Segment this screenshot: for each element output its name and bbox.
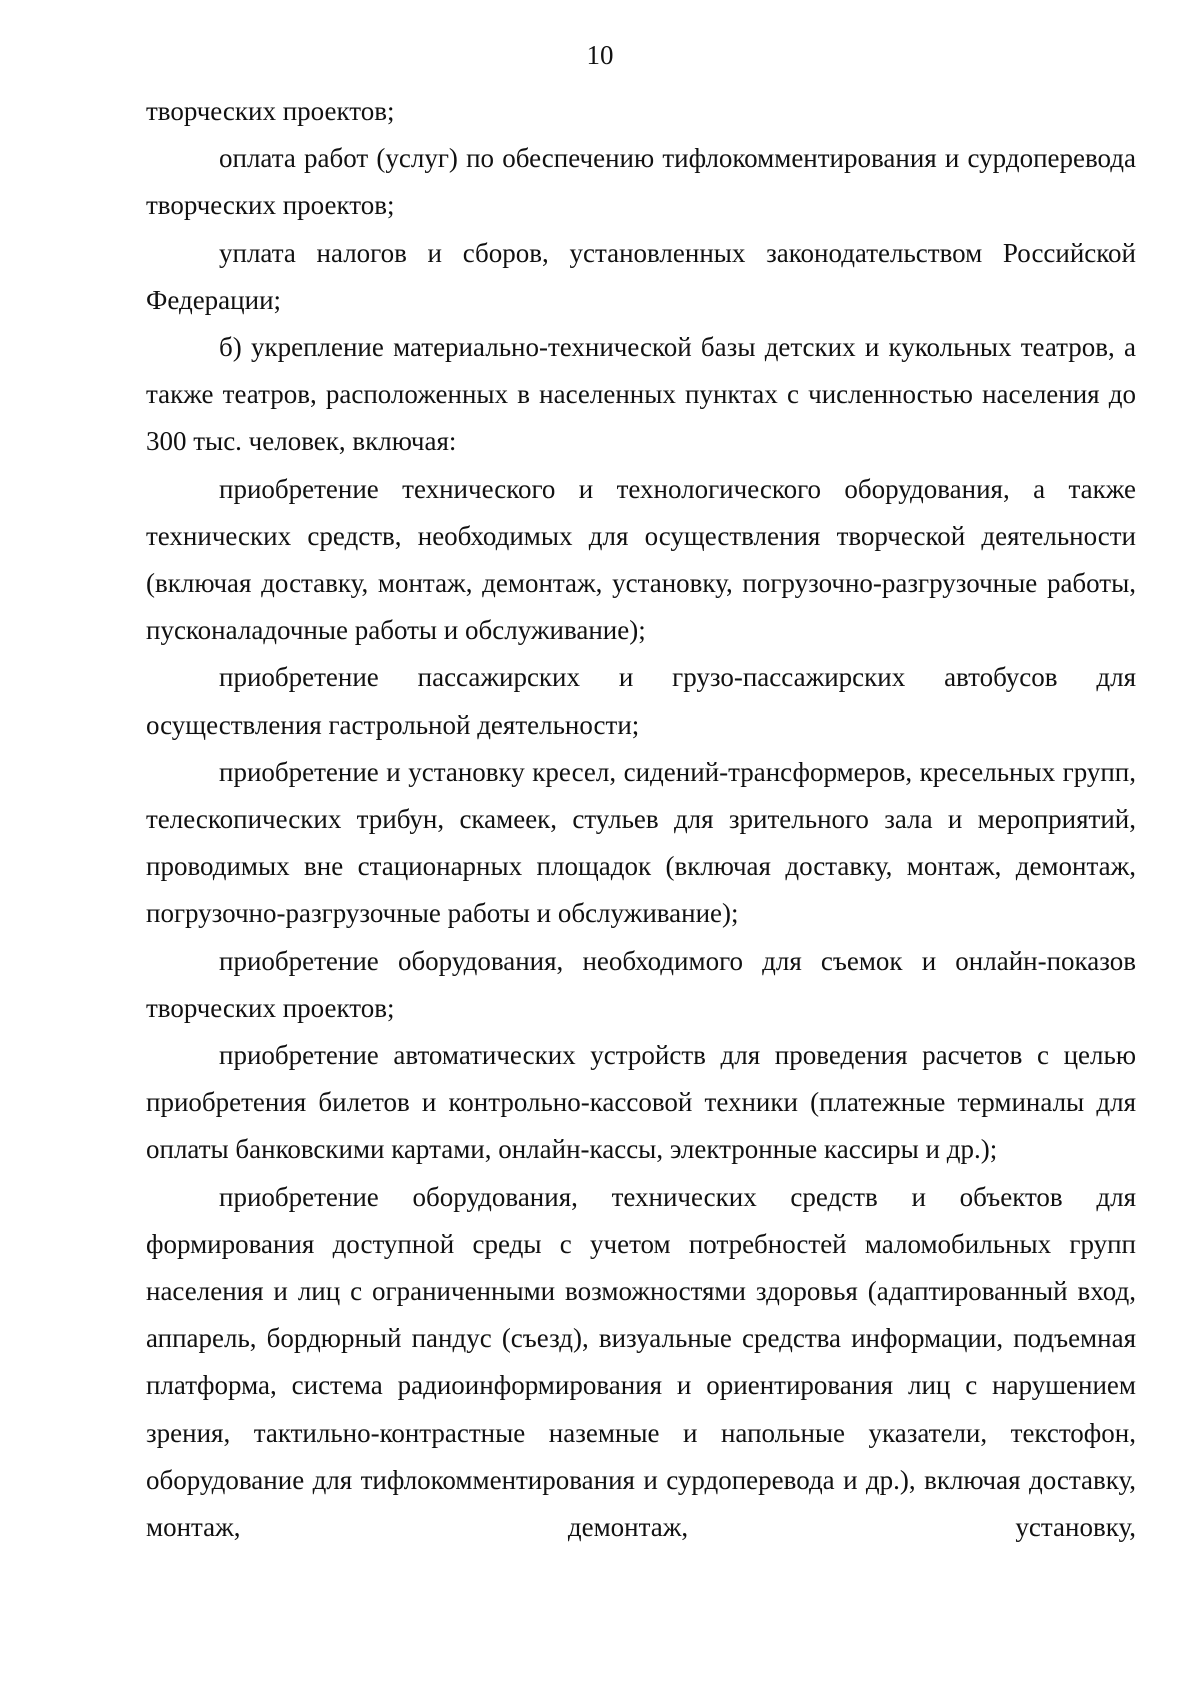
paragraph-item: оплата работ (услуг) по обеспечению тифлокомментирования и сурдоперевода творческих проектов; [146,143,1136,221]
page-number: 10 [586,40,614,70]
paragraph-continuation: творческих проектов; [146,96,395,126]
paragraph-item: приобретение оборудования, технических средств и объектов для формирования доступной среды с учетом потребностей маломобильных групп населения и лиц с ограниченными возможностями здоровья (адаптированный вход, аппарель, бордюрный пандус (съезд), визуальные средства информации, подъемная платформа, система радиоинформирования и ориентирования лиц с нарушением зрения, тактильно-контрастные наземные и напольные указатели, текстофон, оборудование для тифлокомментирования и сурдоперевода и др.), включая доставку, монтаж, демонтаж, установку, [146,1181,1136,1543]
paragraph-item: приобретение оборудования, необходимого для съемок и онлайн-показов творческих проектов; [146,945,1136,1023]
paragraph-subsection-b: б) укрепление материально-технической базы детских и кукольных театров, а также театров, расположенных в населенных пунктах с численностью населения до 300 тыс. человек, включая: [146,332,1136,457]
paragraph-item: приобретение автоматических устройств для проведения расчетов с целью приобретения билетов и контрольно-кассовой техники (платежные терминалы для оплаты банковскими картами, онлайн-кассы, электронные кассиры и др.); [146,1040,1136,1165]
document-body [146,88,1136,1551]
paragraph-item: приобретение и установку кресел, сидений-трансформеров, кресельных групп, телескопических трибун, скамеек, стульев для зрительного зала и мероприятий, проводимых вне стационарных площадок (включая доставку, монтаж, демонтаж, погрузочно-разгрузочные работы и обслуживание); [146,756,1136,929]
paragraph-item: приобретение пассажирских и грузо-пассажирских автобусов для осуществления гастрольной деятельности; [146,662,1136,740]
paragraph-item: уплата налогов и сборов, установленных законодательством Российской Федерации; [146,237,1136,315]
paragraph-item: приобретение технического и технологического оборудования, а также технических средств, необходимых для осуществления творческой деятельности (включая доставку, монтаж, демонтаж, установку, погрузочно-разгрузочные работы, пусконаладочные работы и обслуживание); [146,473,1136,646]
